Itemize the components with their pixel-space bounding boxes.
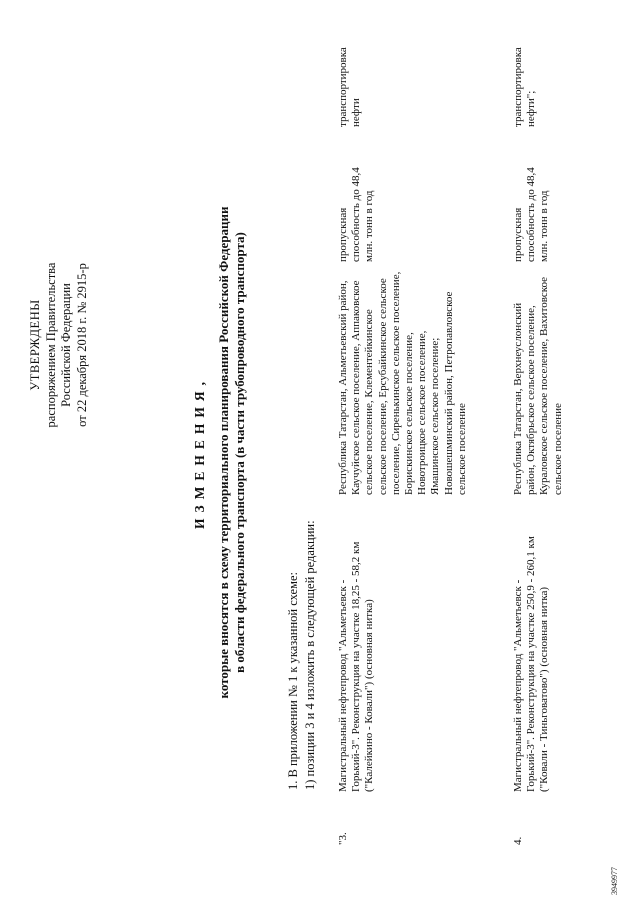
approved-heading: УТВЕРЖДЕНЫ <box>28 299 42 391</box>
title-line-1: которые вносятся в схему территориального планирования Российской Федерации <box>216 206 231 699</box>
table-row <box>508 0 578 905</box>
row-capacity: пропускная способность до 48,4 млн. тонн в год <box>337 167 376 262</box>
row-location: Республика Татарстан, Верхнеуслонский район, Октябрьское сельское поселение, Кураловское сельское поселение, Вахитовское сельское поселение <box>512 276 564 495</box>
approved-line-3: от 22 декабря 2018 г. № 2915-р <box>74 263 89 427</box>
approved-line-1: распоряжением Правительства <box>43 262 58 428</box>
row-location: Республика Татарстан, Альметьевский район, Каучуйское сельское поселение, Аппаковское сельское поселение, Клементейкинское сельское поселение, Ерсубайкинское сельское поселение, Сиренькинское сельское поселение, Борискинское сельское поселение, Новотроицкое сельское поселение, Ямашинское сельское поселение; Новошешминский район, Петропавловское сельское поселение <box>337 271 468 495</box>
approval-stamp <box>28 230 90 460</box>
approved-line-2: Российской Федерации <box>59 283 73 407</box>
row-number: "3. <box>337 832 349 845</box>
row-number: 4. <box>512 836 524 845</box>
row-purpose: транспортировка нефти"; <box>512 47 538 127</box>
title-line-2: в области федерального транспорта (в части трубопроводного транспорта) <box>232 232 247 673</box>
document-title <box>192 0 248 905</box>
row-name: Магистральный нефтепровод "Альметьевск - Горький-3". Реконструкция на участке 18,25 - 58,2 км ("Калейкино - Ковали") (основная нитка) <box>337 541 376 792</box>
row-name: Магистральный нефтепровод "Альметьевск - Горький-3". Реконструкция на участке 250,9 - 260,1 км ("Ковали - Тиньговатово") (основная нитка) <box>512 536 551 792</box>
title-heading: ИЗМЕНЕНИЯ, <box>192 376 207 530</box>
amendment-item-1: 1. В приложении № 1 к указанной схеме: <box>286 571 300 790</box>
amendment-intro <box>285 520 319 790</box>
table-row <box>333 0 493 905</box>
amendment-item-2: 1) позиции 3 и 4 изложить в следующей редакции: <box>303 520 317 790</box>
document-code: 3949977 <box>610 867 619 895</box>
row-capacity: пропускная способность до 48,4 млн. тонн в год <box>512 167 551 262</box>
row-purpose: транспортировка нефти <box>337 47 363 127</box>
